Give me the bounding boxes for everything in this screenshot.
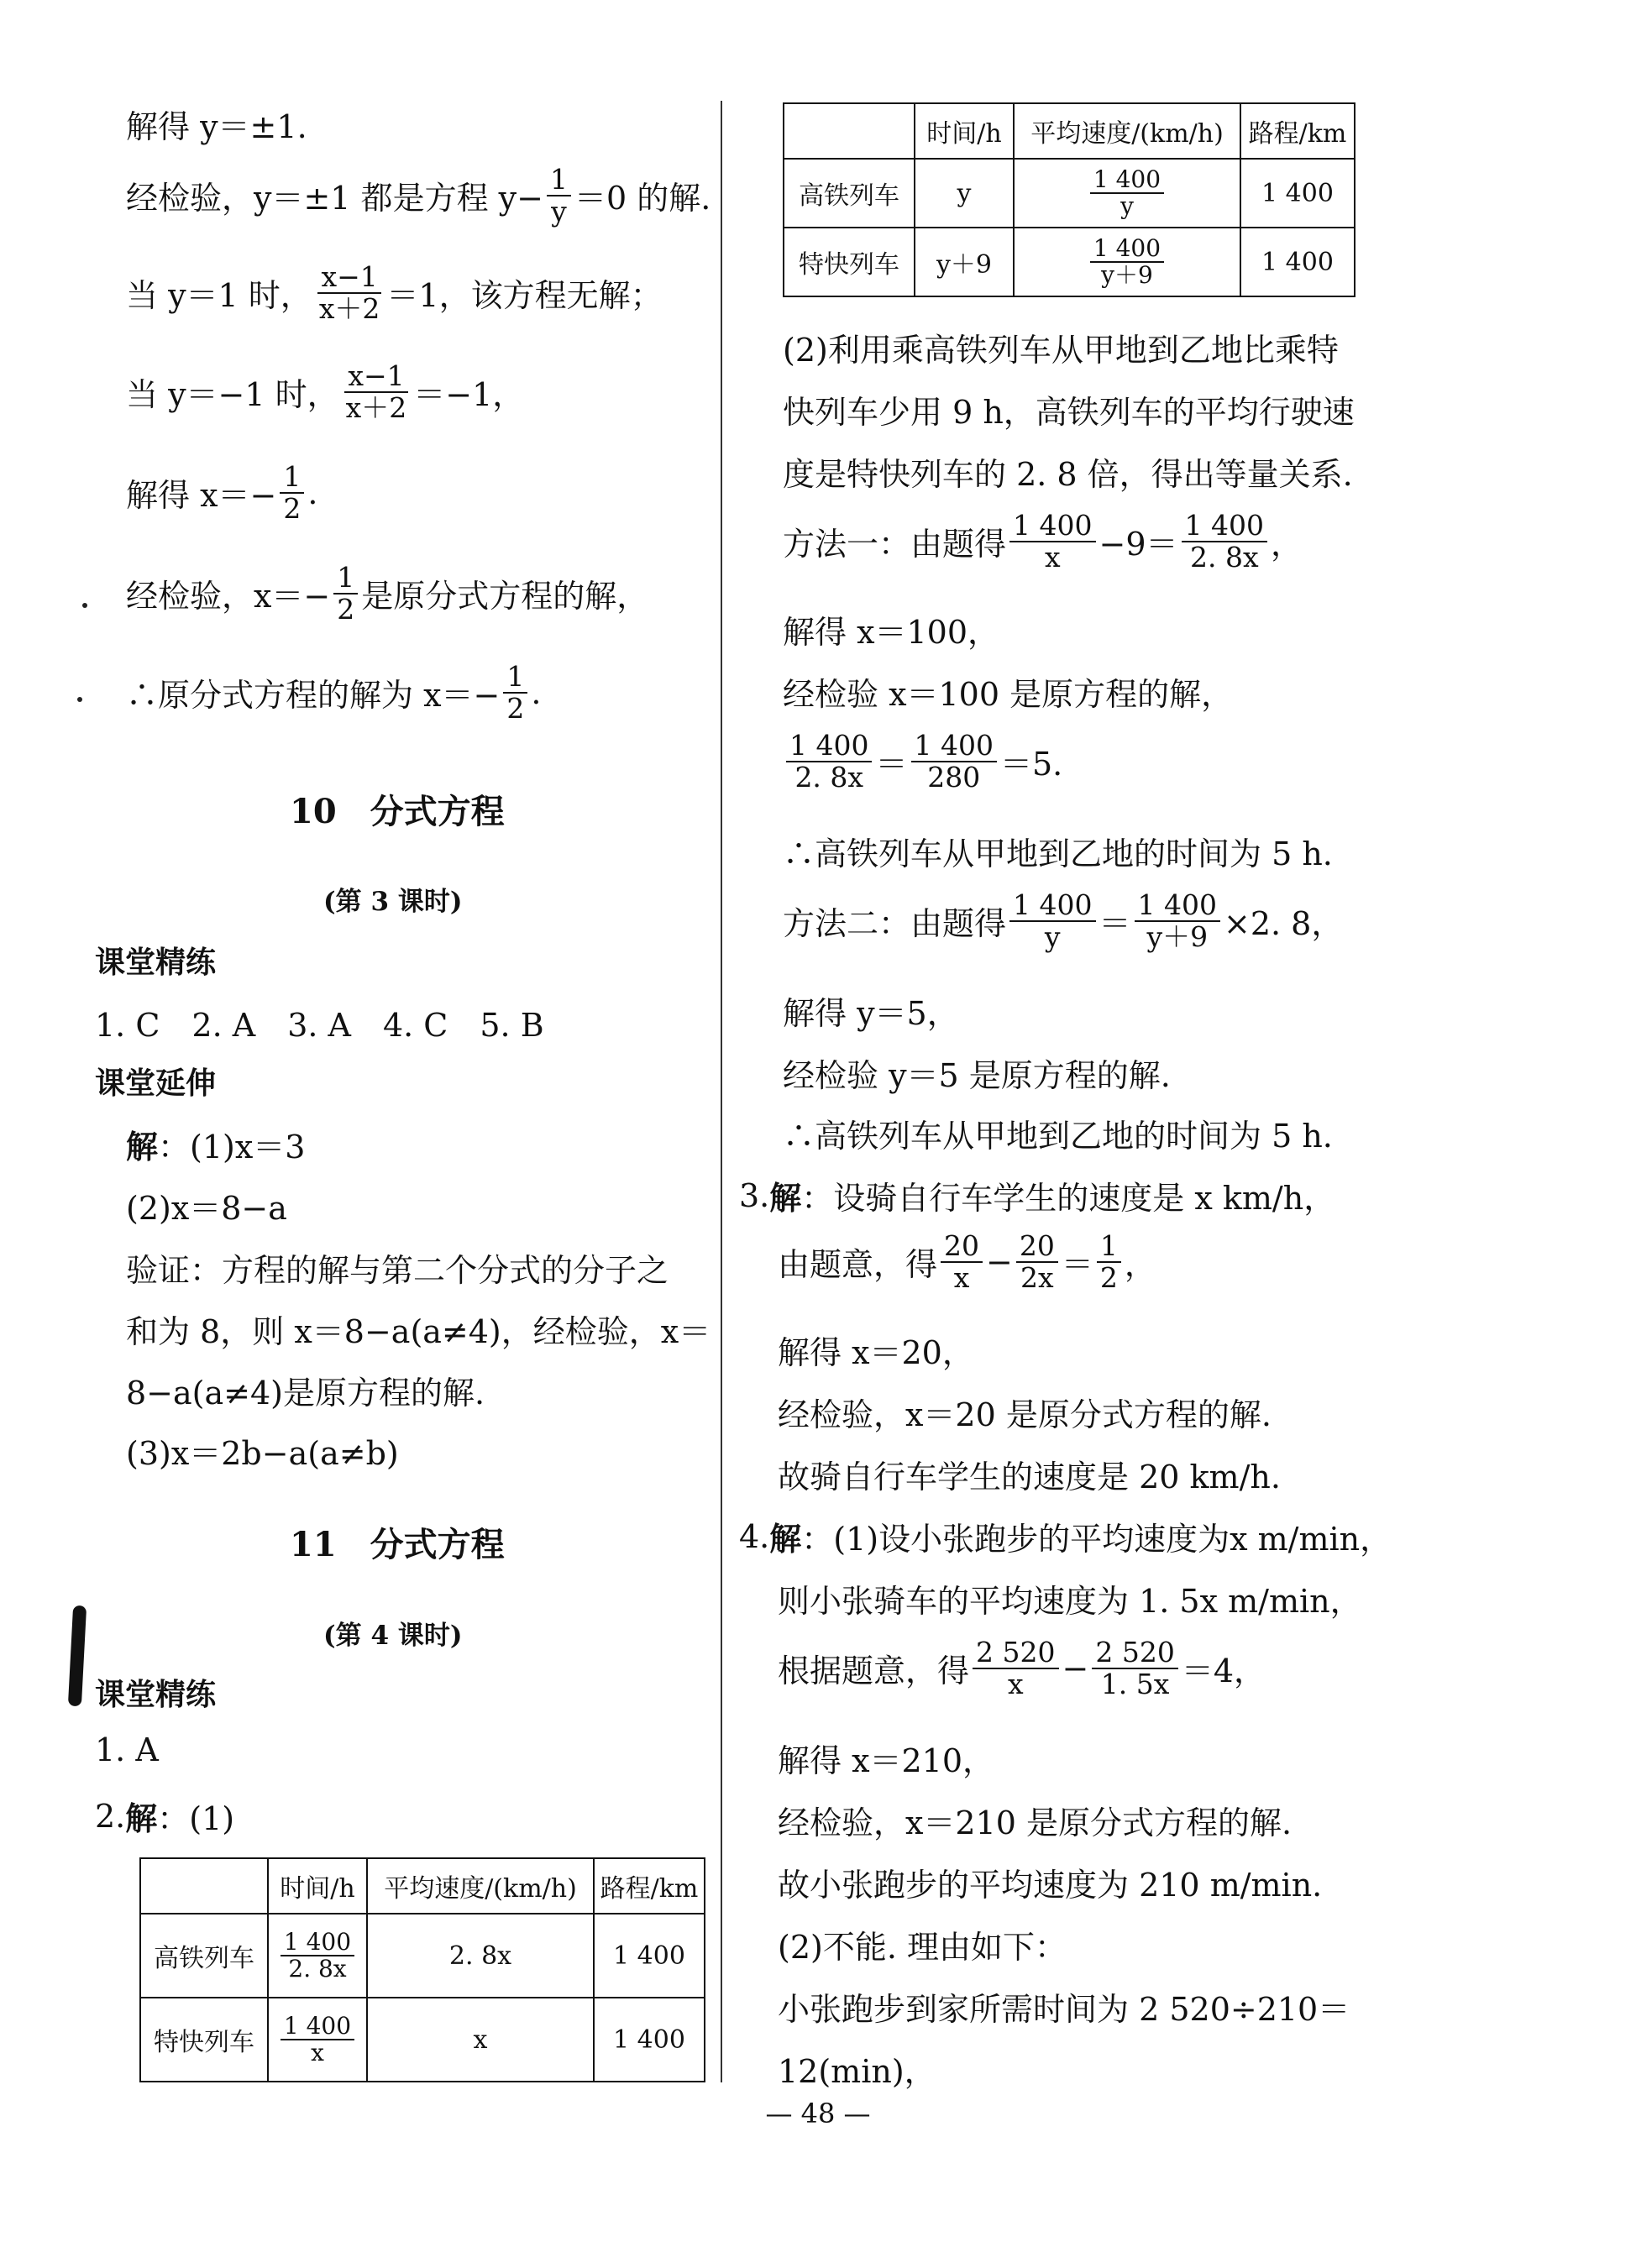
table-cell: 1 400 <box>1240 159 1355 228</box>
equation-line: ∴原分式方程的解为 x＝− $\frac{1}{2}$ . <box>126 660 542 725</box>
speed-table <box>139 1857 705 2082</box>
fraction: $\frac{2 520}{1. 5x}$ <box>1092 1637 1177 1699</box>
section-heading: 课堂精练 <box>95 1678 217 1712</box>
text-line: 解得 x＝20， <box>778 1334 974 1371</box>
equation-line: 方法二：由题得 $\frac{1 400}{y}$ ＝ $\frac{1 400}{y+9}$ ×2. 8， <box>783 888 1344 953</box>
section-subtitle: (第 3 课时) <box>323 887 463 917</box>
scan-dot <box>82 603 87 608</box>
text-line: 快列车少用 9 h，高铁列车的平均行驶速 <box>783 394 1355 431</box>
text-line: 经检验 y＝5 是原方程的解. <box>783 1057 1171 1094</box>
equation-line: 经检验，x＝− $\frac{1}{2}$ 是原分式方程的解， <box>126 561 649 626</box>
table-cell <box>268 1998 367 2082</box>
table-row <box>784 228 1355 296</box>
equation-line: 解得 x＝− $\frac{1}{2}$ . <box>126 460 318 525</box>
text-line: 解 ：(1)x＝3 <box>126 1129 306 1165</box>
fraction: $\frac{1 400}{y+9}$ <box>1090 236 1164 288</box>
table-header: 时间/h <box>915 103 1014 159</box>
scan-ink-mark <box>68 1605 87 1707</box>
table-cell: 特快列车 <box>784 228 915 296</box>
text-line: 12(min)， <box>778 2053 936 2090</box>
equation-line: $\frac{1 400}{2. 8x}$ ＝ $\frac{1 400}{280}$ ＝5. <box>783 731 1062 792</box>
page-number: — 48 — <box>765 2098 871 2129</box>
table-header-row <box>784 103 1355 159</box>
text-line: ∴高铁列车从甲地到乙地的时间为 5 h. <box>783 1118 1333 1155</box>
table-cell: 特快列车 <box>140 1998 268 2082</box>
fraction: $\frac{1 400}{x}$ <box>1009 511 1095 572</box>
text-line: 小张跑步到家所需时间为 2 520÷210＝ <box>778 1991 1350 2028</box>
section-title: 11 分式方程 <box>290 1525 505 1564</box>
text-line: 经检验 x＝100 是原方程的解， <box>783 676 1234 713</box>
table-row <box>784 159 1355 228</box>
section-subtitle: (第 4 课时) <box>323 1621 463 1651</box>
equation-line: 当 y＝1 时， $\frac{x-1}{x+2}$ ＝1，该方程无解； <box>126 260 663 325</box>
fraction: $\frac{20}{x}$ <box>941 1231 983 1292</box>
table-cell: 1 400 <box>594 1914 705 1998</box>
text-line: 则小张骑车的平均速度为 1. 5x m/min， <box>778 1583 1362 1620</box>
fraction: $\frac{1}{2}$ <box>503 662 527 723</box>
text-line: 解得 y＝±1. <box>126 108 307 145</box>
equation-line: 经检验，y＝±1 都是方程 y− $\frac{1}{y}$ ＝0 的解. <box>126 163 711 228</box>
fraction: $\frac{1 400}{2. 8x}$ <box>281 1930 354 1982</box>
table-cell: 1 400 <box>1240 228 1355 296</box>
speed-table <box>783 102 1355 297</box>
table-header: 时间/h <box>268 1858 367 1914</box>
text-line: 经检验，x＝20 是原分式方程的解. <box>778 1396 1272 1433</box>
table-cell: 高铁列车 <box>140 1914 268 1998</box>
fraction: $\frac{1}{2}$ <box>333 563 358 624</box>
fraction: $\frac{1 400}{y}$ <box>1090 167 1164 219</box>
text-line: 故骑自行车学生的速度是 20 km/h. <box>778 1459 1281 1495</box>
text-line: 和为 8，则 x＝8−a(a≠4)，经检验，x＝ <box>126 1313 711 1350</box>
text-line: 验证：方程的解与第二个分式的分子之 <box>126 1252 669 1289</box>
fraction: $\frac{20}{2x}$ <box>1016 1231 1058 1292</box>
fraction: $\frac{x-1}{x+2}$ <box>318 260 380 325</box>
section-heading: 课堂精练 <box>95 945 217 980</box>
text-line: (2)不能. 理由如下： <box>778 1929 1067 1966</box>
table-cell: y＋9 <box>915 228 1014 296</box>
fraction: $\frac{1 400}{y}$ <box>1009 890 1095 951</box>
table-cell: 1 400 <box>594 1998 705 2082</box>
equation-line: 当 y＝−1 时， $\frac{x-1}{x+2}$ ＝−1， <box>126 359 525 424</box>
fraction: $\frac{1}{2}$ <box>280 462 304 523</box>
table-cell: 高铁列车 <box>784 159 915 228</box>
text-line: 故小张跑步的平均速度为 210 m/min. <box>778 1867 1323 1904</box>
table-row <box>140 1914 705 1998</box>
fraction: $\frac{1}{2}$ <box>1097 1231 1121 1292</box>
scan-dot <box>77 697 82 702</box>
text-line: 解得 y＝5， <box>783 995 959 1032</box>
question-line: 4. 解 ：(1)设小张跑步的平均速度为x m/min， <box>739 1517 1392 1558</box>
answer-line: 1. C 2. A 3. A 4. C 5. B <box>95 1007 544 1044</box>
table-header: 路程/km <box>1240 103 1355 159</box>
section-title: 10 分式方程 <box>290 792 505 831</box>
table-header: 平均速度/(km/h) <box>367 1858 594 1914</box>
text-line: (2)x＝8−a <box>126 1190 287 1227</box>
column-divider <box>721 101 722 2082</box>
section-heading: 课堂延伸 <box>95 1066 217 1101</box>
equation-line: 由题意，得 $\frac{20}{x}$ − $\frac{20}{2x}$ ＝ $\frac{1}{2}$ ， <box>778 1229 1156 1294</box>
table-cell <box>784 103 915 159</box>
table-cell <box>268 1914 367 1998</box>
text-line: 度是特快列车的 2. 8 倍，得出等量关系. <box>783 456 1353 493</box>
table-cell: y <box>915 159 1014 228</box>
equation-line: 根据题意，得 $\frac{2 520}{x}$ − $\frac{2 520}{1. 5x}$ ＝4， <box>778 1636 1266 1700</box>
fraction: $\frac{1 400}{280}$ <box>911 731 997 792</box>
text-line: ∴高铁列车从甲地到乙地的时间为 5 h. <box>783 835 1333 872</box>
fraction: $\frac{1 400}{y+9}$ <box>1135 890 1220 951</box>
fraction: $\frac{2 520}{x}$ <box>973 1637 1058 1699</box>
text-line: (3)x＝2b−a(a≠b) <box>126 1435 399 1472</box>
text-line: (2)利用乘高铁列车从甲地到乙地比乘特 <box>783 332 1339 369</box>
question-line: 2. 解 ：(1) <box>95 1797 235 1837</box>
table-cell: 2. 8x <box>367 1914 594 1998</box>
fraction: $\frac{1}{y}$ <box>547 165 571 226</box>
equation-line: 方法一：由题得 $\frac{1 400}{x}$ −9＝ $\frac{1 400}{2. 8x}$ ， <box>783 509 1303 574</box>
answer-line: 1. A <box>95 1731 159 1768</box>
table-row <box>140 1998 705 2082</box>
table-cell <box>1014 228 1240 296</box>
table-header: 路程/km <box>594 1858 705 1914</box>
text-line: 解得 x＝100， <box>783 614 1000 651</box>
fraction: $\frac{x-1}{x+2}$ <box>345 359 407 424</box>
text-line: 经检验，x＝210 是原分式方程的解. <box>778 1804 1293 1841</box>
table-header: 平均速度/(km/h) <box>1014 103 1240 159</box>
text-line: 解得 x＝210， <box>778 1742 995 1779</box>
table-cell <box>140 1858 268 1914</box>
text-line: 8−a(a≠4)是原方程的解. <box>126 1375 485 1412</box>
fraction: $\frac{1 400}{2. 8x}$ <box>1182 511 1267 572</box>
question-line: 3. 解 ：设骑自行车学生的速度是 x km/h， <box>739 1176 1336 1217</box>
fraction: $\frac{1 400}{x}$ <box>281 2014 354 2066</box>
fraction: $\frac{1 400}{2. 8x}$ <box>786 731 872 792</box>
table-header-row <box>140 1858 705 1914</box>
table-cell <box>1014 159 1240 228</box>
table-cell: x <box>367 1998 594 2082</box>
